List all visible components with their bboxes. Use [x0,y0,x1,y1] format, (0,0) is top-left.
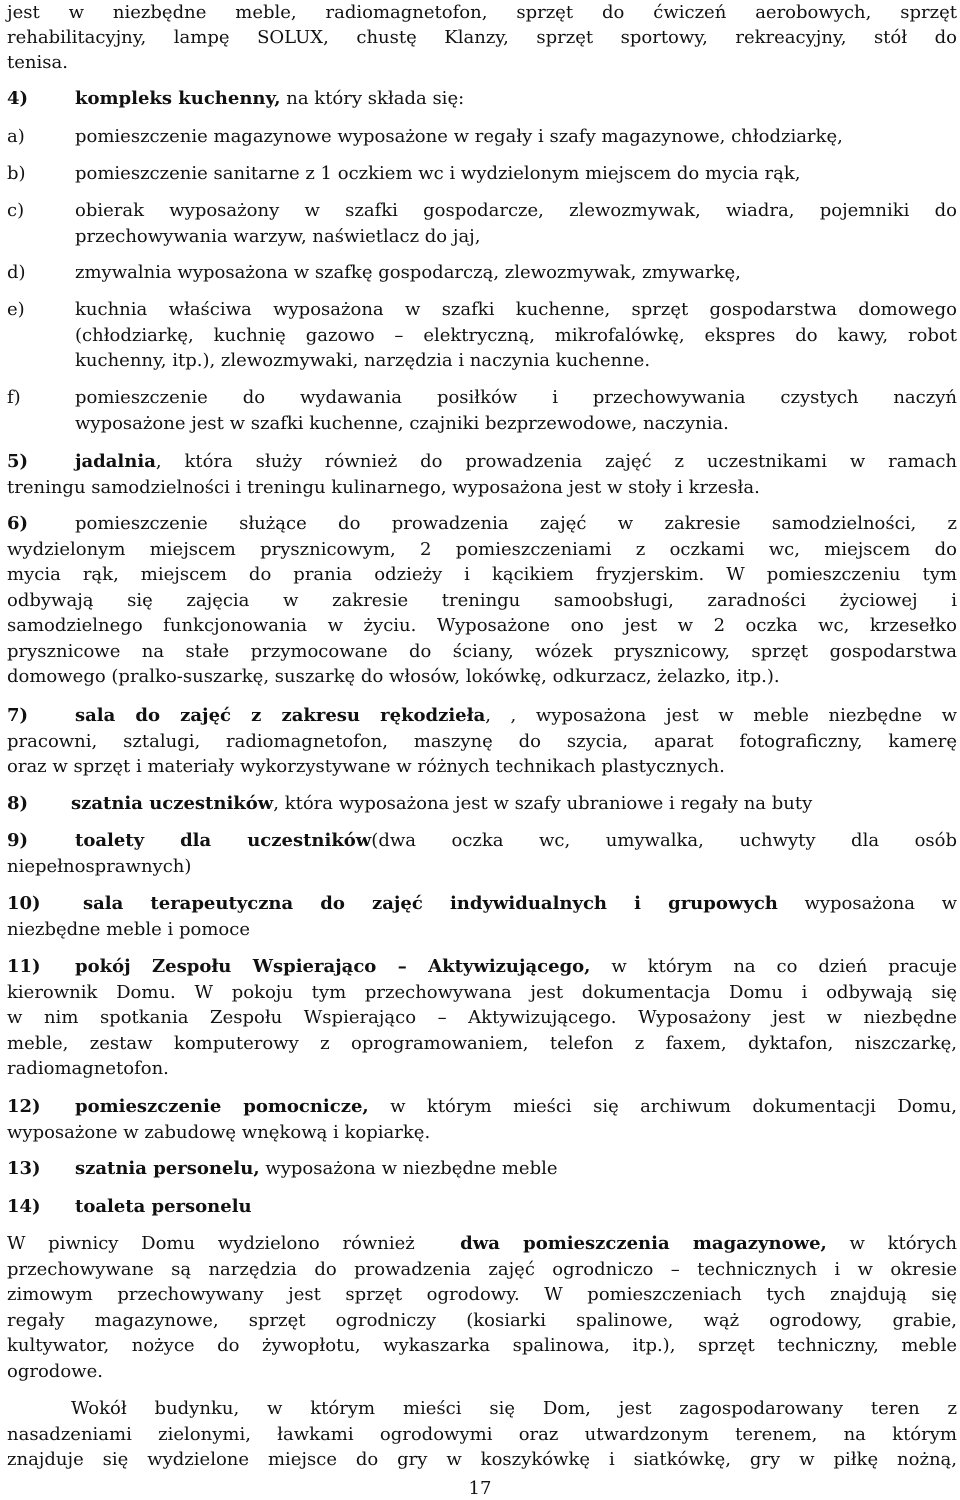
intro-line: jest w niezbędne meble, radiomagnetofon, sprzęt do ćwiczeń aerobowych, sprzęt [7,2,957,23]
basement-paragraph [7,1231,957,1384]
list-text: pomieszczenie do wydawania posiłków i przechowywania czystych naczyń [75,387,957,408]
section-title: szatnia uczestników [71,793,274,814]
section-text: niezbędne meble i pomoce [7,918,250,940]
section-4-heading [7,86,957,112]
list-text: pomieszczenie sanitarne z 1 oczkiem wc i wydzielonym miejscem do mycia rąk, [75,163,801,184]
list-text: (chłodziarkę, kuchnię gazowo – elektryczną, mikrofalówkę, ekspres do kawy, robot [75,324,957,346]
section-number: 7) [7,705,29,726]
list-item [7,297,957,374]
section-12 [7,1094,957,1145]
list-item [7,161,957,187]
list-item [7,385,957,436]
list-text: przechowywania warzyw, naświetlacz do jaj, [75,225,481,247]
paragraph-text: przechowywane są narzędzia do prowadzenia zajęć ogrodniczo – technicznych i w okresie [7,1258,957,1280]
section-text: (dwa oczka wc, umywalka, uchwyty dla osób [371,830,957,851]
section-title: toaleta personelu [75,1196,252,1217]
section-7 [7,703,957,780]
section-number: 6) [7,513,29,534]
paragraph-text: zimowym przechowywany jest sprzęt ogrodowy. W pomieszczeniach tych znajdują się [7,1284,957,1305]
list-label: b) [7,163,26,184]
section-title: szatnia personelu, [75,1158,260,1179]
section-number: 9) [7,830,29,851]
section-text: meble, zestaw komputerowy z oprogramowaniem, telefon z faxem, dyktafon, niszczarkę, [7,1032,957,1054]
section-10 [7,891,957,942]
list-item [7,198,957,249]
paragraph-text: Wokół budynku, w którym mieści się Dom, jest zagospodarowany teren z [71,1398,957,1419]
section-text: , , wyposażona jest w meble niezbędne w [485,705,957,726]
section-number: 12) [7,1096,41,1117]
paragraph-text: ogrodowe. [7,1360,103,1382]
section-text: niepełnosprawnych) [7,855,192,877]
section-text: oraz w sprzęt i materiały wykorzystywane w różnych technikach plastycznych. [7,756,725,777]
section-number: 10) [7,893,41,914]
section-number: 8) [7,793,29,814]
section-6 [7,511,957,690]
section-number: 5) [7,451,29,472]
section-text: radiomagnetofon. [7,1058,169,1079]
list-label: f) [7,387,21,408]
list-text: pomieszczenie magazynowe wyposażone w regały i szafy magazynowe, chłodziarkę, [75,126,843,147]
list-item [7,124,957,150]
section-title: jadalnia [75,451,156,472]
section-number: 11) [7,956,41,977]
list-text: obierak wyposażony w szafki gospodarcze, zlewozmywak, wiadra, pojemniki do [75,200,957,221]
section-text: samodzielnego funkcjonowania w życiu. Wyposażone ono jest w 2 oczka wc, krzesełko [7,615,957,636]
section-11 [7,954,957,1082]
paragraph-text: znajduje się wydzielone miejsce do gry w koszykówkę i siatkówkę, gry w piłkę nożną, [7,1449,957,1470]
surroundings-paragraph [7,1396,957,1473]
section-number: 4) [7,88,29,109]
intro-line: tenisa. [7,52,68,73]
section-title: kompleks kuchenny, [75,88,281,109]
section-5 [7,449,957,500]
section-number: 14) [7,1196,41,1217]
section-13 [7,1156,957,1182]
section-text: , która wyposażona jest w szafy ubraniowe i regały na buty [273,793,813,814]
paragraph-bold: dwa pomieszczenia magazynowe, [460,1233,827,1254]
section-14 [7,1194,957,1220]
section-text: na który składa się: [280,88,465,109]
list-text: zmywalnia wyposażona w szafkę gospodarczą, zlewozmywak, zmywarkę, [75,262,741,283]
section-title: sala do zajęć z zakresu rękodzieła [75,705,486,726]
list-label: d) [7,262,26,283]
section-9 [7,828,957,879]
section-title: sala terapeutyczna do zajęć indywidualnych i grupowych [83,893,778,914]
list-label: a) [7,126,25,147]
section-text: , która służy również do prowadzenia zajęć z uczestnikami w ramach [155,451,957,472]
list-text: kuchnia właściwa wyposażona w szafki kuchenne, sprzęt gospodarstwa domowego [75,299,957,320]
paragraph-text: nasadzeniami zielonymi, ławkami ogrodowymi oraz utwardzonym terenem, na którym [7,1423,957,1445]
paragraph-text: kultywator, nożyce do żywopłotu, wykaszarka spalinowa, itp.), sprzęt techniczny, meble [7,1335,957,1356]
section-text: kierownik Domu. W pokoju tym przechowywana jest dokumentacja Domu i odbywają się [7,981,957,1003]
section-text: wydzielonym miejscem prysznicowym, 2 pomieszczeniami z oczkami wc, miejscem do [7,538,957,560]
section-text: w nim spotkania Zespołu Wspierająco – Aktywizującego. Wyposażony jest w niezbędne [7,1007,957,1028]
section-number: 13) [7,1158,41,1179]
list-label: e) [7,299,25,320]
section-text: prysznicowe na stałe przymocowane do ściany, wózek prysznicowy, sprzęt gospodarstwa [7,640,957,662]
section-text: w którym mieści się archiwum dokumentacji Domu, [368,1096,957,1117]
section-text: pracowni, sztalugi, radiomagnetofon, maszynę do szycia, aparat fotograficzny, kamerę [7,730,957,752]
list-item [7,260,957,286]
section-text: odbywają się zajęcia w zakresie treningu samoobsługi, zaradności życiowej i [7,589,957,611]
section-text: wyposażona w niezbędne meble [259,1158,558,1179]
paragraph-text: w których [826,1233,958,1254]
section-8 [7,791,957,817]
page-number: 17 [468,1478,492,1499]
section-title: pokój Zespołu Wspierająco – Aktywizującego, [75,956,591,977]
section-text: treningu samodzielności i treningu kulinarnego, wyposażona jest w stoły i krzesła. [7,476,760,498]
section-text: pomieszczenie służące do prowadzenia zajęć w zakresie samodzielności, z [75,513,957,534]
section-text: wyposażone w zabudowę wnękową i kopiarkę. [7,1121,431,1143]
list-text: kuchenny, itp.), zlewozmywaki, narzędzia i naczynia kuchenne. [75,350,651,371]
section-title: toalety dla uczestników [75,830,372,851]
section-text: domowego (pralko-suszarkę, suszarkę do włosów, lokówkę, odkurzacz, żelazko, itp.). [7,666,780,687]
section-title: pomieszczenie pomocnicze, [75,1096,369,1117]
intro-line: rehabilitacyjny, lampę SOLUX, chustę Klanzy, sprzęt sportowy, rekreacyjny, stół do [7,27,957,48]
section-text: mycia rąk, miejscem do prania odzieży i kącikiem fryzjerskim. W pomieszczeniu tym [7,564,957,585]
paragraph-text: W piwnicy Domu wydzielono również [7,1233,461,1254]
section-text: w którym na co dzień pracuje [590,956,958,977]
list-text: wyposażone jest w szafki kuchenne, czajniki bezprzewodowe, naczynia. [75,412,729,434]
list-label: c) [7,200,25,221]
paragraph-text: regały magazynowe, sprzęt ogrodniczy (kosiarki spalinowe, wąż ogrodowy, grabie, [7,1309,957,1331]
section-text: wyposażona w [777,893,957,914]
